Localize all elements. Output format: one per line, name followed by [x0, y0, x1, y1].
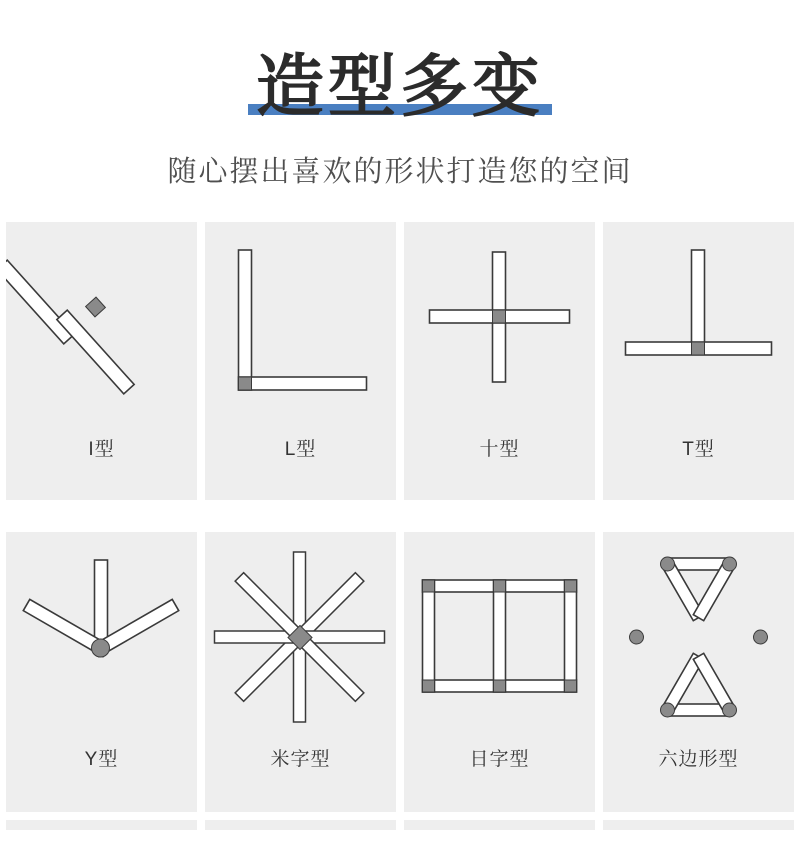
- shape-card-y-type: [6, 532, 197, 812]
- cross-shape-icon: [404, 222, 595, 432]
- shape-card-partial: [603, 820, 794, 830]
- shape-caption: T型: [682, 439, 715, 461]
- shape-card-t-type: [603, 222, 794, 500]
- shape-caption: L型: [284, 439, 317, 461]
- shape-grid-row-1: [0, 222, 800, 500]
- i-shape-icon: [6, 222, 197, 432]
- shape-caption: 十型: [479, 439, 520, 461]
- shape-card-cross-type: [404, 222, 595, 500]
- t-shape-icon: [603, 222, 794, 432]
- ri-shape-icon: [404, 532, 595, 742]
- page-title: 造型多变: [255, 49, 544, 125]
- shape-grid-row-3-partial: [0, 820, 800, 830]
- hexagon-shape-icon: [603, 532, 794, 742]
- shape-card-i-type: [6, 222, 197, 500]
- shape-grid-row-2: [0, 532, 800, 812]
- shape-caption: 日字型: [469, 749, 530, 771]
- shape-card-asterisk-type: [205, 532, 396, 812]
- shape-caption: 六边形型: [658, 749, 739, 771]
- shape-card-partial: [205, 820, 396, 830]
- y-shape-icon: [6, 532, 197, 742]
- shape-card-partial: [404, 820, 595, 830]
- shape-caption: I型: [88, 439, 115, 461]
- page-title-wrap: [255, 49, 544, 125]
- l-shape-icon: [205, 222, 396, 432]
- shape-card-hexagon-type: [603, 532, 794, 812]
- shape-card-partial: [6, 820, 197, 830]
- page-header: [0, 0, 800, 190]
- page-subtitle: 随心摆出喜欢的形状打造您的空间: [167, 156, 633, 189]
- shape-caption: Y型: [84, 749, 119, 771]
- shape-card-ri-type: [404, 532, 595, 812]
- asterisk-shape-icon: [205, 532, 396, 742]
- shape-caption: 米字型: [270, 749, 331, 771]
- shape-card-l-type: [205, 222, 396, 500]
